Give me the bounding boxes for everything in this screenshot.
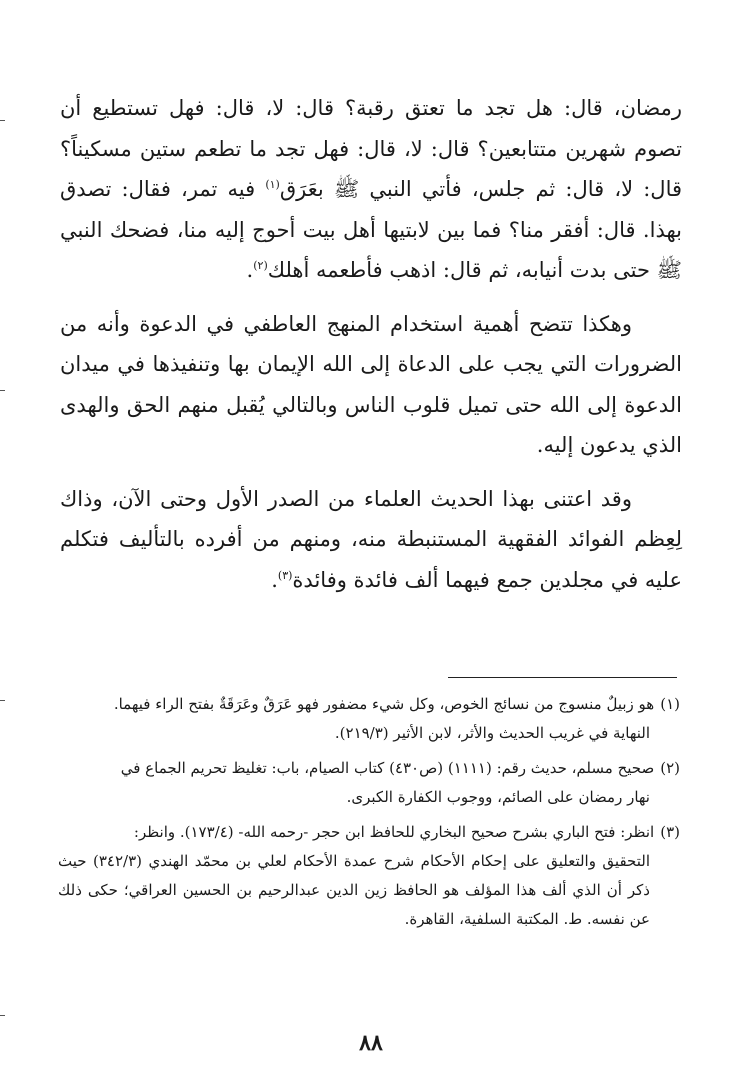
footnote-text: صحيح مسلم، حديث رقم: (١١١١) (ص٤٣٠) كتاب الصيام، باب: تغليظ تحريم الجماع في (120, 759, 655, 777)
footnote-text: انظر: فتح الباري بشرح صحيح البخاري للحافظ ابن حجر -رحمه الله- (١٧٣/٤). وانظر: (133, 823, 655, 841)
footnote-text: هو زبيلٌ منسوج من نسائج الخوص، وكل شيء مضفور فهو عَرَقٌ وعَرَقَةٌ بفتح الراء فيهما. (113, 695, 655, 713)
footnote-number: (٢) (660, 759, 680, 777)
paragraph-3: وقد اعتنى بهذا الحديث العلماء من الصدر الأول وحتى الآن، وذاك لِعِظم الفوائد الفقهية المستنبطة منه، ومنهم من أفرده بالتأليف فتكلم عليه في مجلدين جمع فيهما ألف فائدة وفائدة$^{(٣)}$. (60, 486, 682, 592)
scan-edge-mark (0, 700, 5, 701)
footnote-text-cont: نهار رمضان على الصائم، ووجوب الكفارة الكبرى. (346, 788, 650, 806)
scan-edge-mark (0, 120, 5, 121)
footnote-text-cont: التحقيق والتعليق على إحكام الأحكام شرح عمدة الأحكام لعلي بن محمّد الهندي (٣٤٢/٣) حيث ذكر أن الذي ألف هذا المؤلف هو الحافظ زين الدين عبدالرحيم بن الحسين العراقي؛ حكى ذلك عن نفسه. ط. المكتبة السلفية، القاهرة. (58, 852, 650, 928)
scan-edge-mark (0, 390, 5, 391)
paragraph-1: رمضان، قال: هل تجد ما تعتق رقبة؟ قال: لا، قال: فهل تستطيع أن تصوم شهرين متتابعين؟ قال: لا، قال: فهل تجد ما تطعم ستين مسكيناً؟ قال: لا، قال: ثم جلس، فأتي النبي ﷺ بعَرَق$^{(١)}$ فيه تمر، فقال: تصدق بهذا. قال: أفقر منا؟ فما بين لابتيها أهل بيت أحوج إليه منا، فضحك النبي ﷺ حتى بدت أنيابه، ثم قال: اذهب فأطعمه أهلك$^{(٢)}$. (60, 96, 683, 282)
main-text (60, 88, 682, 600)
scan-edge-mark (0, 1015, 5, 1016)
footnote-text-cont: النهاية في غريب الحديث والأثر، لابن الأثير (٢١٩/٣). (334, 724, 650, 742)
footnote-1 (58, 690, 680, 748)
footnote-ref-1: (١) (265, 178, 280, 191)
footnotes (58, 690, 680, 940)
footnote-number: (١) (660, 695, 680, 713)
page-number: ٨٨ (359, 1030, 383, 1056)
footnote-ref-3: (٣) (277, 568, 293, 582)
footnote-2 (58, 754, 680, 812)
footnote-3 (58, 818, 680, 934)
footnote-separator (448, 677, 677, 678)
footnote-ref-2: (٢) (253, 259, 268, 272)
footnote-number: (٣) (660, 823, 680, 841)
paragraph-2: وهكذا تتضح أهمية استخدام المنهج العاطفي في الدعوة وأنه من الضرورات التي يجب على الدعاة إلى الله الإيمان بها وتنفيذها في ميدان الدعوة إلى الله حتى تميل قلوب الناس وبالتالي يُقبل منهم الحق والهدى الذي يدعون إليه. (60, 311, 682, 457)
